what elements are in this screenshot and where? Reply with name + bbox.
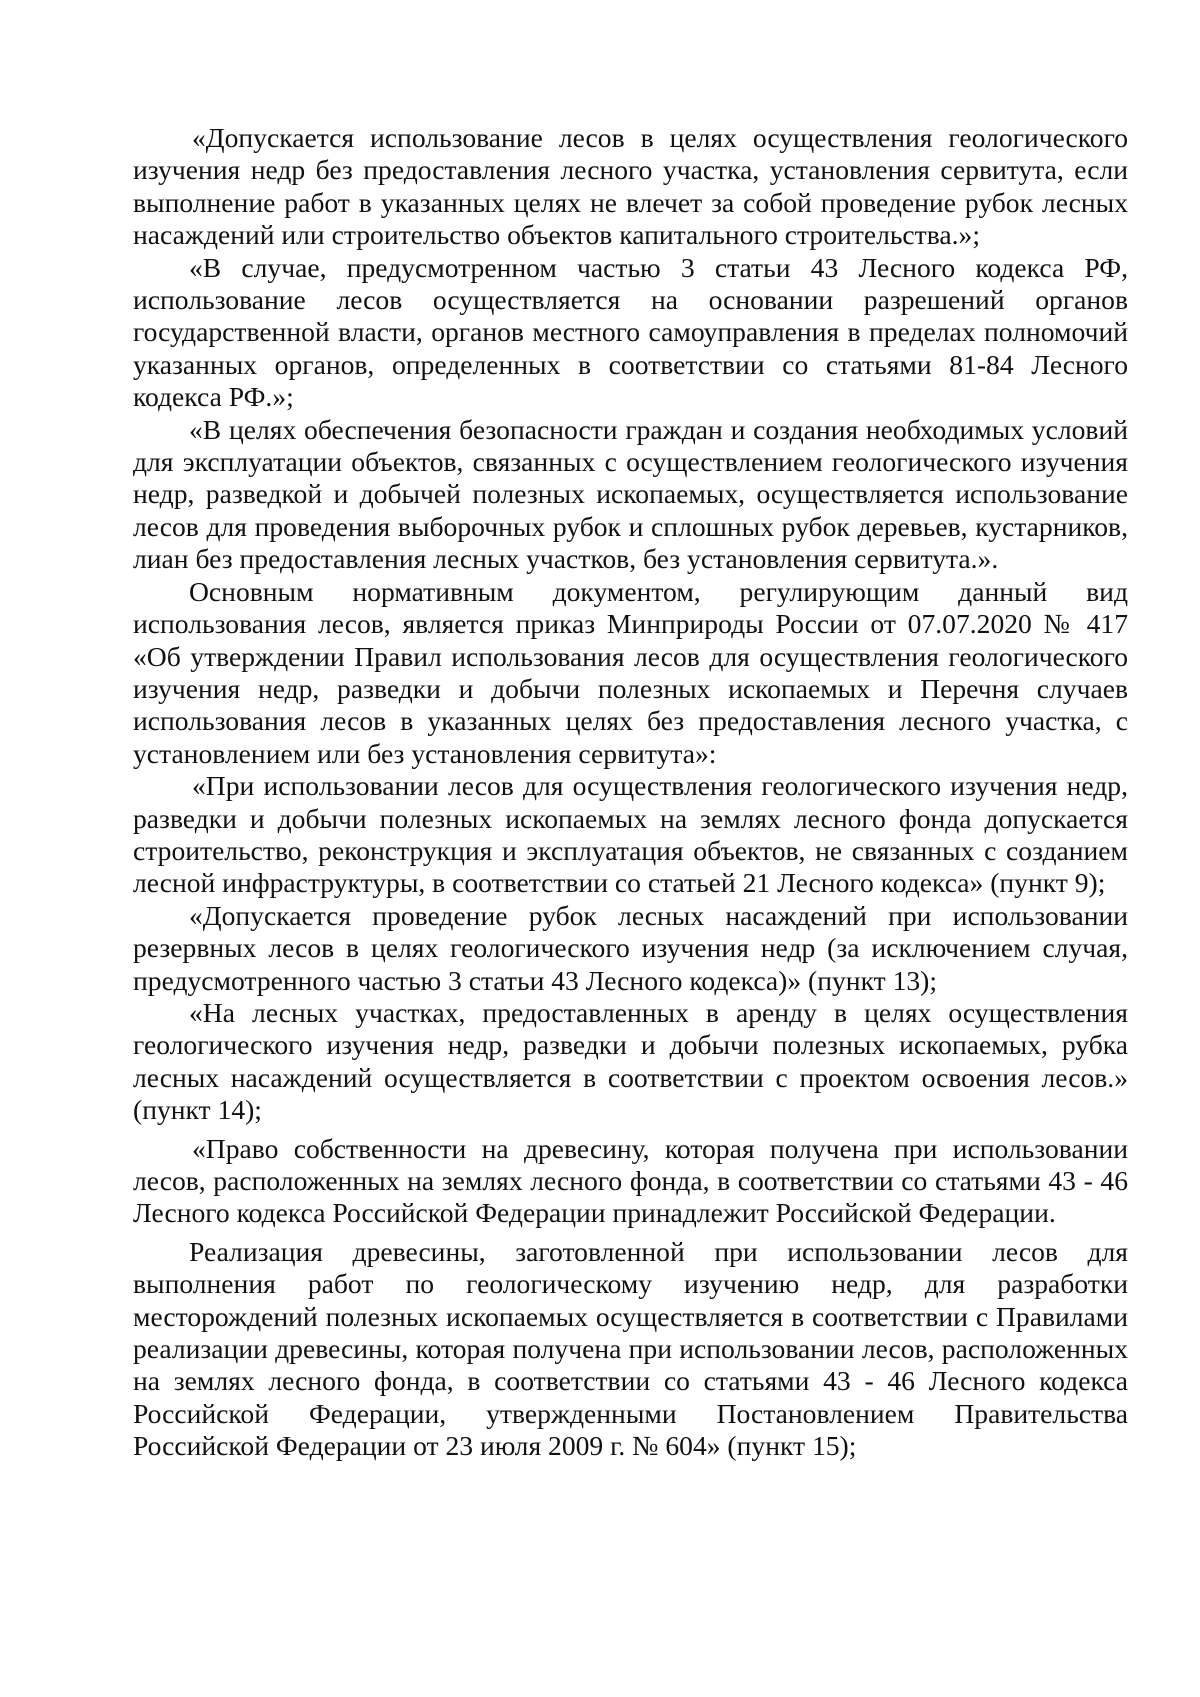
paragraph-5: «При использовании лесов для осуществления геологического изучения недр, разведки и добычи полезных ископаемых на землях лесного фонда допускается строительство, реконструкция и эксплуатация объектов, не связанных с созданием лесной инфраструктуры, в соответствии со статьей 21 Лесного кодекса» (пункт 9); <box>133 770 1128 899</box>
paragraph-1: «Допускается использование лесов в целях осуществления геологического изучения недр без предоставления лесного участка, установления сервитута, если выполнение работ в указанных целях не влечет за собой проведение рубок лесных насаждений или строительство объектов капитального строительства.»; <box>133 122 1128 251</box>
paragraph-6: «Допускается проведение рубок лесных насаждений при использовании резервных лесов в целях геологического изучения недр (за исключением случая, предусмотренного частью 3 статьи 43 Лесного кодекса)» (пункт 13); <box>133 899 1128 996</box>
paragraph-2: «В случае, предусмотренном частью 3 статьи 43 Лесного кодекса РФ, использование лесов осуществляется на основании разрешений органов государственной власти, органов местного самоуправления в пределах полномочий указанных органов, определенных в соответствии со статьями 81-84 Лесного кодекса РФ.»; <box>133 251 1128 413</box>
document-page <box>133 122 1128 1463</box>
paragraph-3: «В целях обеспечения безопасности граждан и создания необходимых условий для эксплуатации объектов, связанных с осуществлением геологического изучения недр, разведкой и добычей полезных ископаемых, осуществляется использование лесов для проведения выборочных рубок и сплошных рубок деревьев, кустарников, лиан без предоставления лесных участков, без установления сервитута.». <box>133 413 1128 575</box>
paragraph-8: «Право собственности на древесину, которая получена при использовании лесов, расположенных на землях лесного фонда, в соответствии со статьями 43 - 46 Лесного кодекса Российской Федерации принадлежит Российской Федерации. <box>133 1132 1128 1229</box>
paragraph-4: Основным нормативным документом, регулирующим данный вид использования лесов, является приказ Минприроды России от 07.07.2020 № 417 «Об утверждении Правил использования лесов для осуществления геологического изучения недр, разведки и добычи полезных ископаемых и Перечня случаев использования лесов в указанных целях без предоставления лесного участка, с установлением или без установления сервитута»: <box>133 575 1128 769</box>
paragraph-9: Реализация древесины, заготовленной при использовании лесов для выполнения работ по геологическому изучению недр, для разработки месторождений полезных ископаемых осуществляется в соответствии с Правилами реализации древесины, которая получена при использовании лесов, расположенных на землях лесного фонда, в соответствии со статьями 43 - 46 Лесного кодекса Российской Федерации, утвержденными Постановлением Правительства Российской Федерации от 23 июля 2009 г. № 604» (пункт 15); <box>133 1235 1128 1462</box>
paragraph-7: «На лесных участках, предоставленных в аренду в целях осуществления геологического изучения недр, разведки и добычи полезных ископаемых, рубка лесных насаждений осуществляется в соответствии с проектом освоения лесов.» (пункт 14); <box>133 996 1128 1126</box>
